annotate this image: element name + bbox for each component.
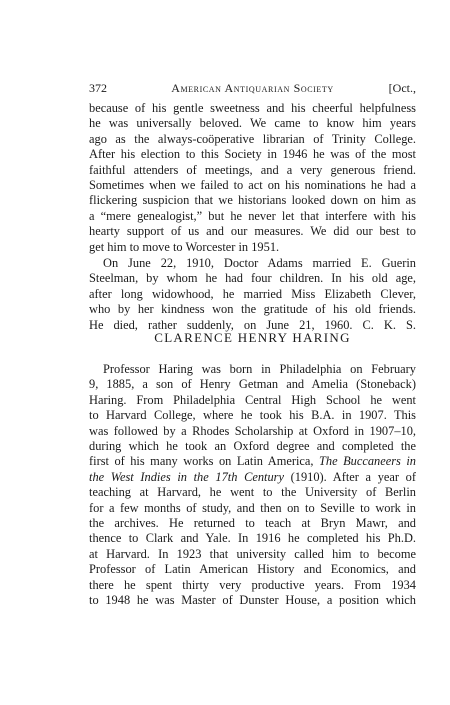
text-line: teaching at Harvard, he went to the University of Berlin — [89, 485, 416, 500]
text-line: because of his gentle sweetness and his cheerful helpfulness — [89, 101, 416, 115]
text-line: to Harvard College, where he took his B.A. in 1907. This — [89, 408, 416, 423]
text-line: ago as the always-coöperative librarian of Trinity College. — [89, 131, 416, 146]
text-line: He died, rather suddenly, on June 21, 1960. — [89, 317, 353, 332]
book-title-italic: the West Indies in the 17th Century — [89, 469, 284, 484]
text-line: during which he took an Oxford degree and completed the — [89, 439, 416, 454]
text-line: who by her kindness won the gratitude of his old friends. — [89, 302, 416, 317]
text-line — [89, 454, 416, 469]
paragraph-adams-conclusion — [89, 101, 416, 255]
book-title-italic: The Buccaneers in — [319, 454, 416, 469]
text-line: to 1948 he was Master of Dunster House, a position which — [89, 593, 416, 608]
text-line: was followed by a Rhodes Scholarship at Oxford in 1907–10, — [89, 423, 416, 438]
text-line: After his election to this Society in 1946 he was of the most — [89, 147, 416, 162]
text-line: for a few months of study, and then on to Seville to work in — [89, 500, 416, 515]
text-line: get him to move to Worcester in 1951. — [89, 239, 280, 254]
text-line: 9, 1885, a son of Henry Getman and Amelia (Stoneback) — [89, 377, 416, 392]
text-line — [89, 470, 416, 485]
section-title: CLARENCE HENRY HARING — [154, 330, 351, 345]
author-initials: C. K. S. — [362, 317, 416, 332]
text-line: flickering suspicion that we historians looked down on him as — [89, 193, 416, 208]
text-line: Professor of Latin American History and Economics, and — [89, 562, 416, 577]
running-head — [89, 80, 416, 96]
text-line: Steelman, by whom he had four children. In his old age, — [89, 271, 416, 286]
text-line: the archives. He returned to teach at Bryn Mawr, and — [89, 516, 416, 531]
text-segment: (1910). After a year of — [284, 469, 416, 484]
text-line: he was universally beloved. We came to know him years — [89, 116, 416, 131]
journal-title: American Antiquarian Society — [171, 81, 334, 95]
text-line: at Harvard. In 1923 that university called him to become — [89, 546, 416, 561]
page-number: 372 — [89, 81, 107, 95]
text-line: a “mere genealogist,” but he never let that interfere with his — [89, 208, 416, 223]
text-line: Sometimes when we failed to act on his nominations he had a — [89, 178, 416, 193]
paragraph-adams-marriage — [89, 256, 416, 333]
paragraph-haring-biography — [89, 362, 416, 609]
text-segment: first of his many works on Latin America, — [89, 454, 320, 469]
text-line: thence to Clark and Yale. In 1916 he completed his Ph.D. — [89, 531, 416, 546]
text-line: On June 22, 1910, Doctor Adams married E. Guerin — [103, 256, 416, 270]
text-line: hearty support of us and our measures. We did our best to — [89, 224, 416, 239]
text-line: Haring. From Philadelphia Central High School he went — [89, 392, 416, 407]
text-line: faithful attenders of meetings, and a very generous friend. — [89, 162, 416, 177]
text-line: there he spent thirty very productive years. From 1934 — [89, 577, 416, 592]
running-head-month: [Oct., — [388, 81, 416, 95]
text-line: Professor Haring was born in Philadelphia on February — [103, 362, 416, 376]
text-line: after long widowhood, he married Miss Elizabeth Clever, — [89, 286, 416, 301]
